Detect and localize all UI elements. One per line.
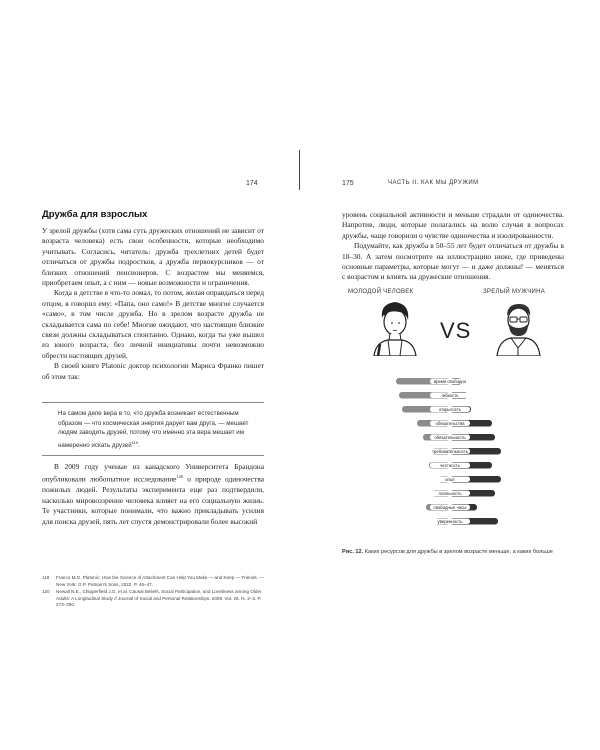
section-title: Дружба для взрослых xyxy=(42,209,148,220)
young-label: МОЛОДОЙ ЧЕЛОВЕК xyxy=(348,289,414,295)
figure-caption xyxy=(342,549,582,555)
footnote-ref: 120 xyxy=(176,474,184,480)
bar-label: обязательность xyxy=(434,434,466,440)
bar-label: время свободно xyxy=(433,378,467,384)
right-page xyxy=(300,0,600,750)
mature-label: ЗРЕЛЫЙ МУЖЧИНА xyxy=(483,289,546,295)
paragraph xyxy=(42,462,264,527)
versus-label: VS xyxy=(440,318,472,343)
bar-label: обязательства xyxy=(435,420,465,426)
footnote-text: Newall N.E., Chipperfield J.G. et al. Causal Beliefs, Social Participation, and Loneliness among Older Adults: A Longitudinal Study // Journal of Social and Personal Relationships. 2009. Vol. 26. Is. 2–3. P. 273–290. xyxy=(56,589,262,608)
paragraph: В своей книге Platonic доктор психологии Мариса Франко пишет об этом так: xyxy=(42,361,264,381)
paragraph: Когда в детстве я что-то ломал, то потом, желая оправдаться перед отцом, я говорил ему: «Папа, оно само!» В детстве многое случается «само», в том числе дружба. Но в зрелом возрасте дружба не складывается сама по себе! Многие ожидают, что настоящие близкие связи должны складываться спонтанно. Однако, когда ты уже вышел из юного возраста, без личной инициативы почти невозможно обрести настоящих друзей. xyxy=(42,288,264,360)
figure-caption-text: Каких ресурсов для дружбы в зрелом возрасте меньше, а каких больше xyxy=(363,549,553,555)
young-man-illustration xyxy=(370,298,420,356)
footnote xyxy=(42,575,264,588)
bar-label: гибкость xyxy=(441,392,459,398)
page-number: 174 xyxy=(246,180,258,187)
resource-comparison-chart xyxy=(387,375,513,533)
paragraph-part: В 2009 году ученые из канадского Университета Брандона опубликовали любопытное исследование xyxy=(42,462,264,484)
bar-label: свободные часы xyxy=(433,504,467,510)
page-number: 175 xyxy=(342,180,354,187)
bar-label: уверенность xyxy=(437,518,463,524)
footnote-number: 119 xyxy=(42,575,50,580)
footnote xyxy=(42,589,264,609)
footnote-ref: 119 xyxy=(131,439,139,445)
body-text xyxy=(42,462,264,527)
bar-label: лояльность xyxy=(438,490,462,496)
paragraph: У зрелой дружбы (хотя сама суть дружеских отношений не зависит от возраста человека) есть свои особенности, которые необходимо учитывать. Согласись, читатель: дружба трехлетних детей будет отличаться от дружбы подростков, а дружба первокурсников — от близких отношений пенсионеров. С возрастом мы меняемся, приобретаем опыт, а с ним — новые возможности и ограничения. xyxy=(42,226,264,288)
quote-body: На самом деле вера в то, что дружба возникает естественным образом — что космическая энергия дарует вам друга, — мешает людям заводить друзей, потому что именно эта вера мешает им намеренно искать друзей xyxy=(58,410,249,449)
bar-label: честность xyxy=(440,462,460,468)
figure-number: Рис. 12. xyxy=(342,549,364,555)
footnote-number: 120 xyxy=(42,589,50,595)
paragraph-part: о природе одиночества пожилых людей. Результаты эксперимента еще раз подтвердили, насколько мировоззрение человека влияет на его социальную жизнь. Те участники, которые понимали, что важно прикладывать усилия для поиска друзей, пять лет спустя демонстрировали более высокий xyxy=(42,474,264,526)
body-text xyxy=(342,210,564,283)
body-text xyxy=(42,226,264,382)
footnote-text: Franco M.G. Platonic: How the Science of Attachment Can Help You Make — and Keep — Friends. — New York: G.P. Putnam's Sons, 2022. P. 46–47. xyxy=(56,575,264,587)
block-quote: На самом деле вера в то, что дружба возникает естественным образом — что космическая энергия дарует вам друга, — мешает людям заводить друзей, потому что именно эта вера мешает им намеренно искать друзей$^{119}$. xyxy=(58,410,249,449)
bar-label: открытость xyxy=(438,406,462,412)
bar-label: требовательность xyxy=(431,448,469,454)
paragraph: уровень социальной активности и меньше страдали от одиночества. Напротив, люди, которые полагались на волю случая в вопросах дружбы, чаще говорили о чувстве одиночества и изолированности. xyxy=(342,210,564,240)
quote-divider xyxy=(42,402,264,403)
paragraph: Подумайте, как дружба в 50–55 лет будет отличаться от дружбы в 18–30. А затем посмотрите на иллюстрацию ниже, где приведены основные параметры, которые могут — и даже должны! — меняться с возрастом и влиять на дружеские отношения. xyxy=(342,241,564,282)
footnotes xyxy=(42,575,264,610)
mature-man-illustration xyxy=(493,298,543,356)
running-head: ЧАСТЬ II. КАК МЫ ДРУЖИМ xyxy=(388,180,479,186)
bar-label: опыт xyxy=(445,476,455,482)
quote-divider xyxy=(42,455,264,456)
